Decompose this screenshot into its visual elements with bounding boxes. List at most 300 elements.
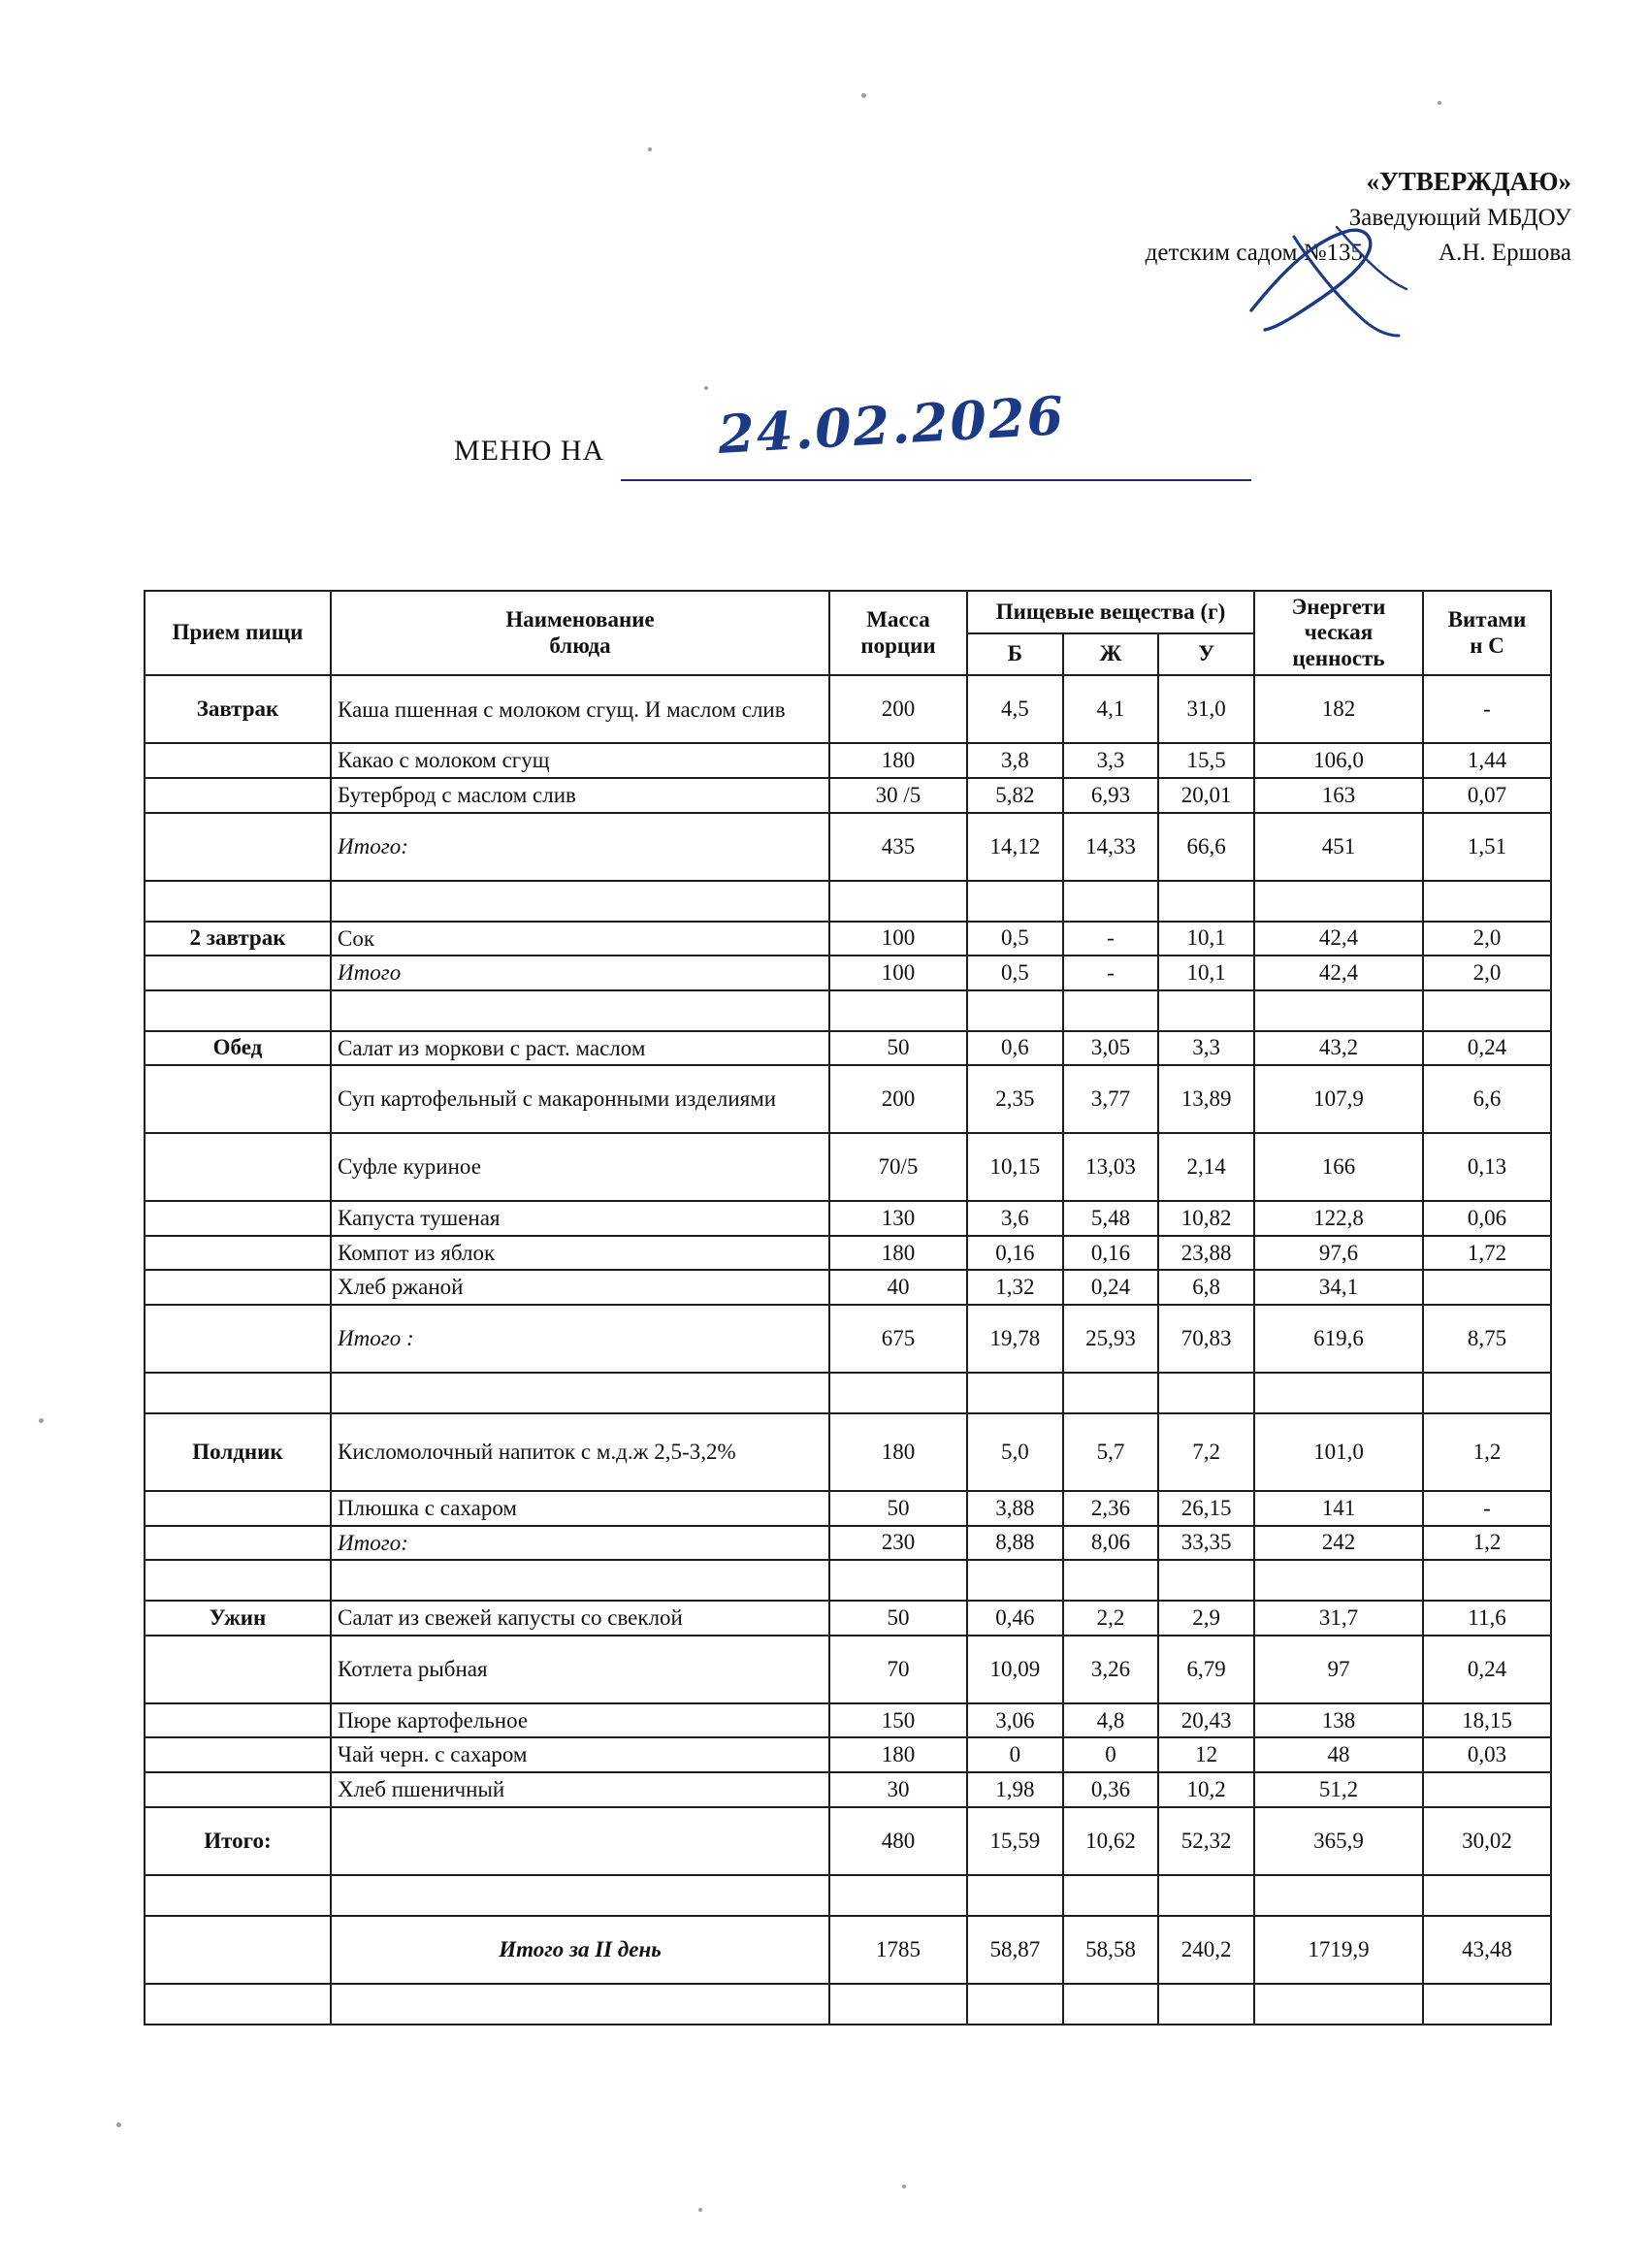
table-cell-empty bbox=[1063, 881, 1159, 922]
cell-vitamin: 1,51 bbox=[1423, 813, 1551, 881]
cell-energy: 101,0 bbox=[1254, 1413, 1423, 1491]
header-mass-line1: Масса bbox=[866, 607, 930, 632]
cell-protein: 14,12 bbox=[967, 813, 1063, 881]
approval-position: Заведующий МБДОУ bbox=[1348, 205, 1571, 232]
cell-protein: 58,87 bbox=[967, 1916, 1063, 1984]
header-mass bbox=[829, 591, 967, 675]
cell-carb: 10,2 bbox=[1158, 1772, 1254, 1807]
scan-speck bbox=[648, 147, 652, 151]
cell-dish: Каша пшенная с молоком сгущ. И маслом слив bbox=[331, 675, 829, 743]
table-cell-empty bbox=[331, 990, 829, 1031]
cell-fat: 5,48 bbox=[1063, 1201, 1159, 1236]
cell-mass: 230 bbox=[829, 1526, 967, 1561]
cell-meal bbox=[145, 743, 331, 778]
table-row bbox=[145, 956, 1551, 990]
table-cell-empty bbox=[1063, 1875, 1159, 1916]
cell-energy: 34,1 bbox=[1254, 1270, 1423, 1305]
cell-energy: 163 bbox=[1254, 778, 1423, 813]
cell-fat: 58,58 bbox=[1063, 1916, 1159, 1984]
cell-energy: 1719,9 bbox=[1254, 1916, 1423, 1984]
cell-dish: Итого за II день bbox=[331, 1916, 829, 1984]
cell-dish: Салат из свежей капусты со свеклой bbox=[331, 1601, 829, 1636]
cell-vitamin: - bbox=[1423, 1491, 1551, 1526]
cell-dish: Итого: bbox=[331, 813, 829, 881]
cell-carb: 10,1 bbox=[1158, 956, 1254, 990]
table-cell-empty bbox=[967, 1373, 1063, 1413]
cell-protein: 0,5 bbox=[967, 922, 1063, 956]
cell-fat: 5,7 bbox=[1063, 1413, 1159, 1491]
table-row bbox=[145, 1737, 1551, 1772]
cell-mass: 100 bbox=[829, 922, 967, 956]
table-cell-empty bbox=[331, 1984, 829, 2025]
cell-energy: 242 bbox=[1254, 1526, 1423, 1561]
cell-vitamin: 11,6 bbox=[1423, 1601, 1551, 1636]
cell-meal bbox=[145, 1236, 331, 1271]
cell-carb: 23,88 bbox=[1158, 1236, 1254, 1271]
cell-dish: Плюшка с сахаром bbox=[331, 1491, 829, 1526]
table-cell-empty bbox=[1063, 1560, 1159, 1601]
table-cell-empty bbox=[829, 1875, 967, 1916]
cell-vitamin bbox=[1423, 1772, 1551, 1807]
approval-director: А.Н. Ершова bbox=[1439, 240, 1571, 267]
cell-meal: Ужин bbox=[145, 1601, 331, 1636]
cell-meal: Итого: bbox=[145, 1807, 331, 1875]
header-z: Ж bbox=[1063, 633, 1159, 676]
approval-kindergarten-line bbox=[1146, 236, 1571, 271]
table-cell-empty bbox=[829, 990, 967, 1031]
cell-carb: 3,3 bbox=[1158, 1031, 1254, 1066]
table-cell-empty bbox=[1158, 1984, 1254, 2025]
cell-fat: 13,03 bbox=[1063, 1133, 1159, 1201]
cell-carb: 13,89 bbox=[1158, 1065, 1254, 1133]
cell-mass: 30 bbox=[829, 1772, 967, 1807]
cell-meal bbox=[145, 1201, 331, 1236]
table-row bbox=[145, 1526, 1551, 1561]
cell-mass: 180 bbox=[829, 743, 967, 778]
cell-energy: 182 bbox=[1254, 675, 1423, 743]
cell-dish bbox=[331, 1807, 829, 1875]
cell-protein: 0,6 bbox=[967, 1031, 1063, 1066]
table-cell-empty bbox=[1254, 1875, 1423, 1916]
header-nutrients: Пищевые вещества (г) bbox=[967, 591, 1254, 633]
cell-vitamin: 1,44 bbox=[1423, 743, 1551, 778]
cell-mass: 150 bbox=[829, 1703, 967, 1738]
scan-speck bbox=[861, 93, 866, 98]
cell-mass: 480 bbox=[829, 1807, 967, 1875]
cell-protein: 3,6 bbox=[967, 1201, 1063, 1236]
cell-carb: 240,2 bbox=[1158, 1916, 1254, 1984]
cell-dish: Чай черн. с сахаром bbox=[331, 1737, 829, 1772]
menu-table bbox=[144, 590, 1552, 2025]
table-cell-empty bbox=[1423, 1984, 1551, 2025]
cell-mass: 1785 bbox=[829, 1916, 967, 1984]
cell-energy: 107,9 bbox=[1254, 1065, 1423, 1133]
cell-fat: 0,16 bbox=[1063, 1236, 1159, 1271]
cell-meal bbox=[145, 813, 331, 881]
table-row bbox=[145, 778, 1551, 813]
table-cell-empty bbox=[1063, 1984, 1159, 2025]
table-cell-empty bbox=[331, 881, 829, 922]
cell-dish: Итого : bbox=[331, 1305, 829, 1373]
cell-mass: 200 bbox=[829, 1065, 967, 1133]
cell-fat: 3,3 bbox=[1063, 743, 1159, 778]
cell-dish: Суфле куриное bbox=[331, 1133, 829, 1201]
cell-vitamin: 0,24 bbox=[1423, 1031, 1551, 1066]
cell-fat: 0,24 bbox=[1063, 1270, 1159, 1305]
table-cell-empty bbox=[145, 1875, 331, 1916]
cell-protein: 19,78 bbox=[967, 1305, 1063, 1373]
table-cell-empty bbox=[145, 1984, 331, 2025]
cell-protein: 0,46 bbox=[967, 1601, 1063, 1636]
cell-fat: 0,36 bbox=[1063, 1772, 1159, 1807]
table-cell-empty bbox=[145, 990, 331, 1031]
cell-fat: 2,36 bbox=[1063, 1491, 1159, 1526]
cell-fat: 25,93 bbox=[1063, 1305, 1159, 1373]
cell-dish: Капуста тушеная bbox=[331, 1201, 829, 1236]
table-cell-empty bbox=[145, 1560, 331, 1601]
cell-protein: 3,06 bbox=[967, 1703, 1063, 1738]
cell-dish: Компот из яблок bbox=[331, 1236, 829, 1271]
cell-carb: 2,9 bbox=[1158, 1601, 1254, 1636]
cell-meal: Завтрак bbox=[145, 675, 331, 743]
table-cell-empty bbox=[145, 1373, 331, 1413]
cell-meal bbox=[145, 1636, 331, 1703]
table-cell-empty bbox=[1158, 990, 1254, 1031]
table-cell-empty bbox=[1158, 1560, 1254, 1601]
menu-label: МЕНЮ НА bbox=[454, 435, 605, 467]
cell-fat: 0 bbox=[1063, 1737, 1159, 1772]
cell-energy: 106,0 bbox=[1254, 743, 1423, 778]
cell-dish: Итого: bbox=[331, 1526, 829, 1561]
cell-carb: 10,82 bbox=[1158, 1201, 1254, 1236]
cell-fat: - bbox=[1063, 922, 1159, 956]
header-dish bbox=[331, 591, 829, 675]
table-cell-empty bbox=[967, 1560, 1063, 1601]
cell-meal bbox=[145, 1737, 331, 1772]
cell-carb: 7,2 bbox=[1158, 1413, 1254, 1491]
cell-protein: 2,35 bbox=[967, 1065, 1063, 1133]
table-cell-empty bbox=[829, 881, 967, 922]
cell-protein: 5,0 bbox=[967, 1413, 1063, 1491]
cell-fat: 3,77 bbox=[1063, 1065, 1159, 1133]
cell-protein: 3,88 bbox=[967, 1491, 1063, 1526]
table-cell-empty bbox=[1423, 990, 1551, 1031]
cell-carb: 20,01 bbox=[1158, 778, 1254, 813]
cell-dish: Пюре картофельное bbox=[331, 1703, 829, 1738]
table-cell-empty bbox=[967, 1875, 1063, 1916]
table-cell-empty bbox=[1063, 990, 1159, 1031]
table-row bbox=[145, 1636, 1551, 1703]
cell-fat: 8,06 bbox=[1063, 1526, 1159, 1561]
cell-carb: 6,79 bbox=[1158, 1636, 1254, 1703]
cell-mass: 70/5 bbox=[829, 1133, 967, 1201]
cell-protein: 3,8 bbox=[967, 743, 1063, 778]
table-row bbox=[145, 813, 1551, 881]
table-cell-empty bbox=[1423, 881, 1551, 922]
cell-meal bbox=[145, 1065, 331, 1133]
table-row bbox=[145, 743, 1551, 778]
cell-carb: 15,5 bbox=[1158, 743, 1254, 778]
cell-carb: 33,35 bbox=[1158, 1526, 1254, 1561]
cell-vitamin: 2,0 bbox=[1423, 956, 1551, 990]
table-row bbox=[145, 1236, 1551, 1271]
cell-mass: 435 bbox=[829, 813, 967, 881]
table-spacer-row bbox=[145, 881, 1551, 922]
cell-meal bbox=[145, 778, 331, 813]
scan-speck bbox=[704, 386, 708, 390]
header-b: Б bbox=[967, 633, 1063, 676]
cell-energy: 31,7 bbox=[1254, 1601, 1423, 1636]
cell-energy: 619,6 bbox=[1254, 1305, 1423, 1373]
cell-energy: 122,8 bbox=[1254, 1201, 1423, 1236]
cell-protein: 5,82 bbox=[967, 778, 1063, 813]
cell-meal: 2 завтрак bbox=[145, 922, 331, 956]
table-row bbox=[145, 1491, 1551, 1526]
table-cell-empty bbox=[1254, 990, 1423, 1031]
table-row bbox=[145, 1703, 1551, 1738]
cell-energy: 451 bbox=[1254, 813, 1423, 881]
table-cell-empty bbox=[1423, 1373, 1551, 1413]
cell-fat: 14,33 bbox=[1063, 813, 1159, 881]
cell-fat: 10,62 bbox=[1063, 1807, 1159, 1875]
cell-vitamin: 43,48 bbox=[1423, 1916, 1551, 1984]
cell-carb: 10,1 bbox=[1158, 922, 1254, 956]
cell-vitamin: 1,2 bbox=[1423, 1526, 1551, 1561]
cell-vitamin bbox=[1423, 1270, 1551, 1305]
table-row bbox=[145, 1413, 1551, 1491]
table-spacer-row bbox=[145, 1984, 1551, 2025]
cell-mass: 200 bbox=[829, 675, 967, 743]
cell-mass: 180 bbox=[829, 1236, 967, 1271]
table-cell-empty bbox=[1254, 1373, 1423, 1413]
table-row bbox=[145, 1201, 1551, 1236]
cell-protein: 4,5 bbox=[967, 675, 1063, 743]
cell-energy: 43,2 bbox=[1254, 1031, 1423, 1066]
table-cell-empty bbox=[1158, 1875, 1254, 1916]
table-row bbox=[145, 1133, 1551, 1201]
approval-kindergarten: детским садом №135 bbox=[1145, 240, 1364, 267]
cell-carb: 12 bbox=[1158, 1737, 1254, 1772]
table-cell-empty bbox=[331, 1560, 829, 1601]
cell-carb: 66,6 bbox=[1158, 813, 1254, 881]
cell-fat: 6,93 bbox=[1063, 778, 1159, 813]
menu-date-handwritten: 24.02.2026 bbox=[716, 384, 1067, 466]
cell-fat: 2,2 bbox=[1063, 1601, 1159, 1636]
cell-meal bbox=[145, 1526, 331, 1561]
cell-dish: Салат из моркови с раст. маслом bbox=[331, 1031, 829, 1066]
cell-meal bbox=[145, 1133, 331, 1201]
cell-energy: 97,6 bbox=[1254, 1236, 1423, 1271]
header-energy-line2: ческая bbox=[1304, 620, 1374, 645]
cell-protein: 8,88 bbox=[967, 1526, 1063, 1561]
scan-speck bbox=[116, 2122, 121, 2127]
cell-fat: 3,26 bbox=[1063, 1636, 1159, 1703]
table-cell-empty bbox=[1063, 1373, 1159, 1413]
table-cell-empty bbox=[829, 1560, 967, 1601]
cell-carb: 2,14 bbox=[1158, 1133, 1254, 1201]
approval-block bbox=[1146, 163, 1571, 272]
table-cell-empty bbox=[967, 1984, 1063, 2025]
table-row bbox=[145, 1270, 1551, 1305]
cell-carb: 20,43 bbox=[1158, 1703, 1254, 1738]
table-cell-empty bbox=[331, 1373, 829, 1413]
header-vitamin-line2: н С bbox=[1470, 632, 1504, 658]
cell-meal bbox=[145, 1270, 331, 1305]
table-spacer-row bbox=[145, 1560, 1551, 1601]
table-spacer-row bbox=[145, 990, 1551, 1031]
cell-vitamin: 0,06 bbox=[1423, 1201, 1551, 1236]
cell-energy: 48 bbox=[1254, 1737, 1423, 1772]
cell-mass: 50 bbox=[829, 1491, 967, 1526]
cell-energy: 42,4 bbox=[1254, 922, 1423, 956]
cell-dish: Сок bbox=[331, 922, 829, 956]
cell-fat: 4,8 bbox=[1063, 1703, 1159, 1738]
menu-table-head bbox=[145, 591, 1551, 675]
cell-meal bbox=[145, 1916, 331, 1984]
cell-mass: 675 bbox=[829, 1305, 967, 1373]
cell-carb: 31,0 bbox=[1158, 675, 1254, 743]
cell-vitamin: 1,2 bbox=[1423, 1413, 1551, 1491]
header-energy-line3: ценность bbox=[1292, 645, 1385, 670]
table-row bbox=[145, 1031, 1551, 1066]
table-cell-empty bbox=[829, 1373, 967, 1413]
cell-vitamin: 18,15 bbox=[1423, 1703, 1551, 1738]
cell-protein: 10,09 bbox=[967, 1636, 1063, 1703]
table-spacer-row bbox=[145, 1875, 1551, 1916]
cell-mass: 130 bbox=[829, 1201, 967, 1236]
cell-fat: - bbox=[1063, 956, 1159, 990]
cell-vitamin: 0,24 bbox=[1423, 1636, 1551, 1703]
cell-protein: 0,5 bbox=[967, 956, 1063, 990]
cell-carb: 52,32 bbox=[1158, 1807, 1254, 1875]
cell-energy: 365,9 bbox=[1254, 1807, 1423, 1875]
cell-mass: 30 /5 bbox=[829, 778, 967, 813]
cell-mass: 50 bbox=[829, 1601, 967, 1636]
header-energy bbox=[1254, 591, 1423, 675]
menu-date-rule bbox=[621, 479, 1251, 481]
table-cell-empty bbox=[331, 1875, 829, 1916]
table-spacer-row bbox=[145, 1373, 1551, 1413]
scan-speck bbox=[902, 2185, 906, 2188]
menu-table-body bbox=[145, 675, 1551, 2024]
cell-vitamin: 2,0 bbox=[1423, 922, 1551, 956]
cell-mass: 40 bbox=[829, 1270, 967, 1305]
table-cell-empty bbox=[1254, 881, 1423, 922]
cell-dish: Хлеб ржаной bbox=[331, 1270, 829, 1305]
cell-vitamin: 1,72 bbox=[1423, 1236, 1551, 1271]
cell-mass: 180 bbox=[829, 1413, 967, 1491]
cell-mass: 50 bbox=[829, 1031, 967, 1066]
scan-speck bbox=[39, 1418, 44, 1423]
cell-mass: 180 bbox=[829, 1737, 967, 1772]
header-dish-line1: Наименование bbox=[505, 607, 655, 632]
table-row bbox=[145, 1772, 1551, 1807]
cell-dish: Хлеб пшеничный bbox=[331, 1772, 829, 1807]
header-energy-line1: Энергети bbox=[1291, 595, 1386, 619]
cell-energy: 51,2 bbox=[1254, 1772, 1423, 1807]
cell-vitamin: 8,75 bbox=[1423, 1305, 1551, 1373]
table-cell-empty bbox=[1423, 1875, 1551, 1916]
table-row bbox=[145, 1601, 1551, 1636]
cell-fat: 3,05 bbox=[1063, 1031, 1159, 1066]
table-row bbox=[145, 1916, 1551, 1984]
cell-protein: 10,15 bbox=[967, 1133, 1063, 1201]
cell-protein: 0 bbox=[967, 1737, 1063, 1772]
cell-carb: 6,8 bbox=[1158, 1270, 1254, 1305]
cell-meal: Полдник bbox=[145, 1413, 331, 1491]
cell-dish: Какао с молоком сгущ bbox=[331, 743, 829, 778]
cell-meal bbox=[145, 1305, 331, 1373]
cell-vitamin: - bbox=[1423, 675, 1551, 743]
cell-mass: 100 bbox=[829, 956, 967, 990]
table-cell-empty bbox=[1254, 1984, 1423, 2025]
cell-fat: 4,1 bbox=[1063, 675, 1159, 743]
cell-dish: Суп картофельный с макаронными изделиями bbox=[331, 1065, 829, 1133]
cell-dish: Бутерброд с маслом слив bbox=[331, 778, 829, 813]
cell-meal bbox=[145, 956, 331, 990]
header-meal: Прием пищи bbox=[145, 591, 331, 675]
table-row bbox=[145, 922, 1551, 956]
table-cell-empty bbox=[1254, 1560, 1423, 1601]
cell-energy: 97 bbox=[1254, 1636, 1423, 1703]
cell-energy: 166 bbox=[1254, 1133, 1423, 1201]
table-cell-empty bbox=[1158, 881, 1254, 922]
table-cell-empty bbox=[1423, 1560, 1551, 1601]
cell-dish: Кисломолочный напиток с м.д.ж 2,5-3,2% bbox=[331, 1413, 829, 1491]
cell-energy: 138 bbox=[1254, 1703, 1423, 1738]
table-cell-empty bbox=[967, 881, 1063, 922]
table-cell-empty bbox=[1158, 1373, 1254, 1413]
table-row bbox=[145, 1305, 1551, 1373]
cell-vitamin: 30,02 bbox=[1423, 1807, 1551, 1875]
table-cell-empty bbox=[967, 990, 1063, 1031]
header-vitamin-line1: Витами bbox=[1447, 607, 1527, 632]
cell-dish: Котлета рыбная bbox=[331, 1636, 829, 1703]
table-row bbox=[145, 1807, 1551, 1875]
scan-speck bbox=[1438, 101, 1441, 105]
cell-vitamin: 0,13 bbox=[1423, 1133, 1551, 1201]
header-u: У bbox=[1158, 633, 1254, 676]
cell-meal bbox=[145, 1491, 331, 1526]
cell-energy: 141 bbox=[1254, 1491, 1423, 1526]
header-dish-line2: блюда bbox=[549, 632, 611, 658]
table-header-row-1 bbox=[145, 591, 1551, 633]
table-cell-empty bbox=[145, 881, 331, 922]
table-row bbox=[145, 1065, 1551, 1133]
cell-protein: 1,98 bbox=[967, 1772, 1063, 1807]
cell-carb: 26,15 bbox=[1158, 1491, 1254, 1526]
approval-title: «УТВЕРЖДАЮ» bbox=[1366, 167, 1571, 196]
scan-speck bbox=[698, 2208, 702, 2212]
table-row bbox=[145, 675, 1551, 743]
header-mass-line2: порции bbox=[860, 632, 936, 658]
cell-energy: 42,4 bbox=[1254, 956, 1423, 990]
cell-protein: 1,32 bbox=[967, 1270, 1063, 1305]
header-vitamin bbox=[1423, 591, 1551, 675]
cell-protein: 0,16 bbox=[967, 1236, 1063, 1271]
cell-vitamin: 0,03 bbox=[1423, 1737, 1551, 1772]
cell-vitamin: 0,07 bbox=[1423, 778, 1551, 813]
cell-vitamin: 6,6 bbox=[1423, 1065, 1551, 1133]
cell-protein: 15,59 bbox=[967, 1807, 1063, 1875]
cell-meal: Обед bbox=[145, 1031, 331, 1066]
cell-mass: 70 bbox=[829, 1636, 967, 1703]
cell-meal bbox=[145, 1703, 331, 1738]
cell-meal bbox=[145, 1772, 331, 1807]
table-cell-empty bbox=[829, 1984, 967, 2025]
cell-dish: Итого bbox=[331, 956, 829, 990]
cell-carb: 70,83 bbox=[1158, 1305, 1254, 1373]
